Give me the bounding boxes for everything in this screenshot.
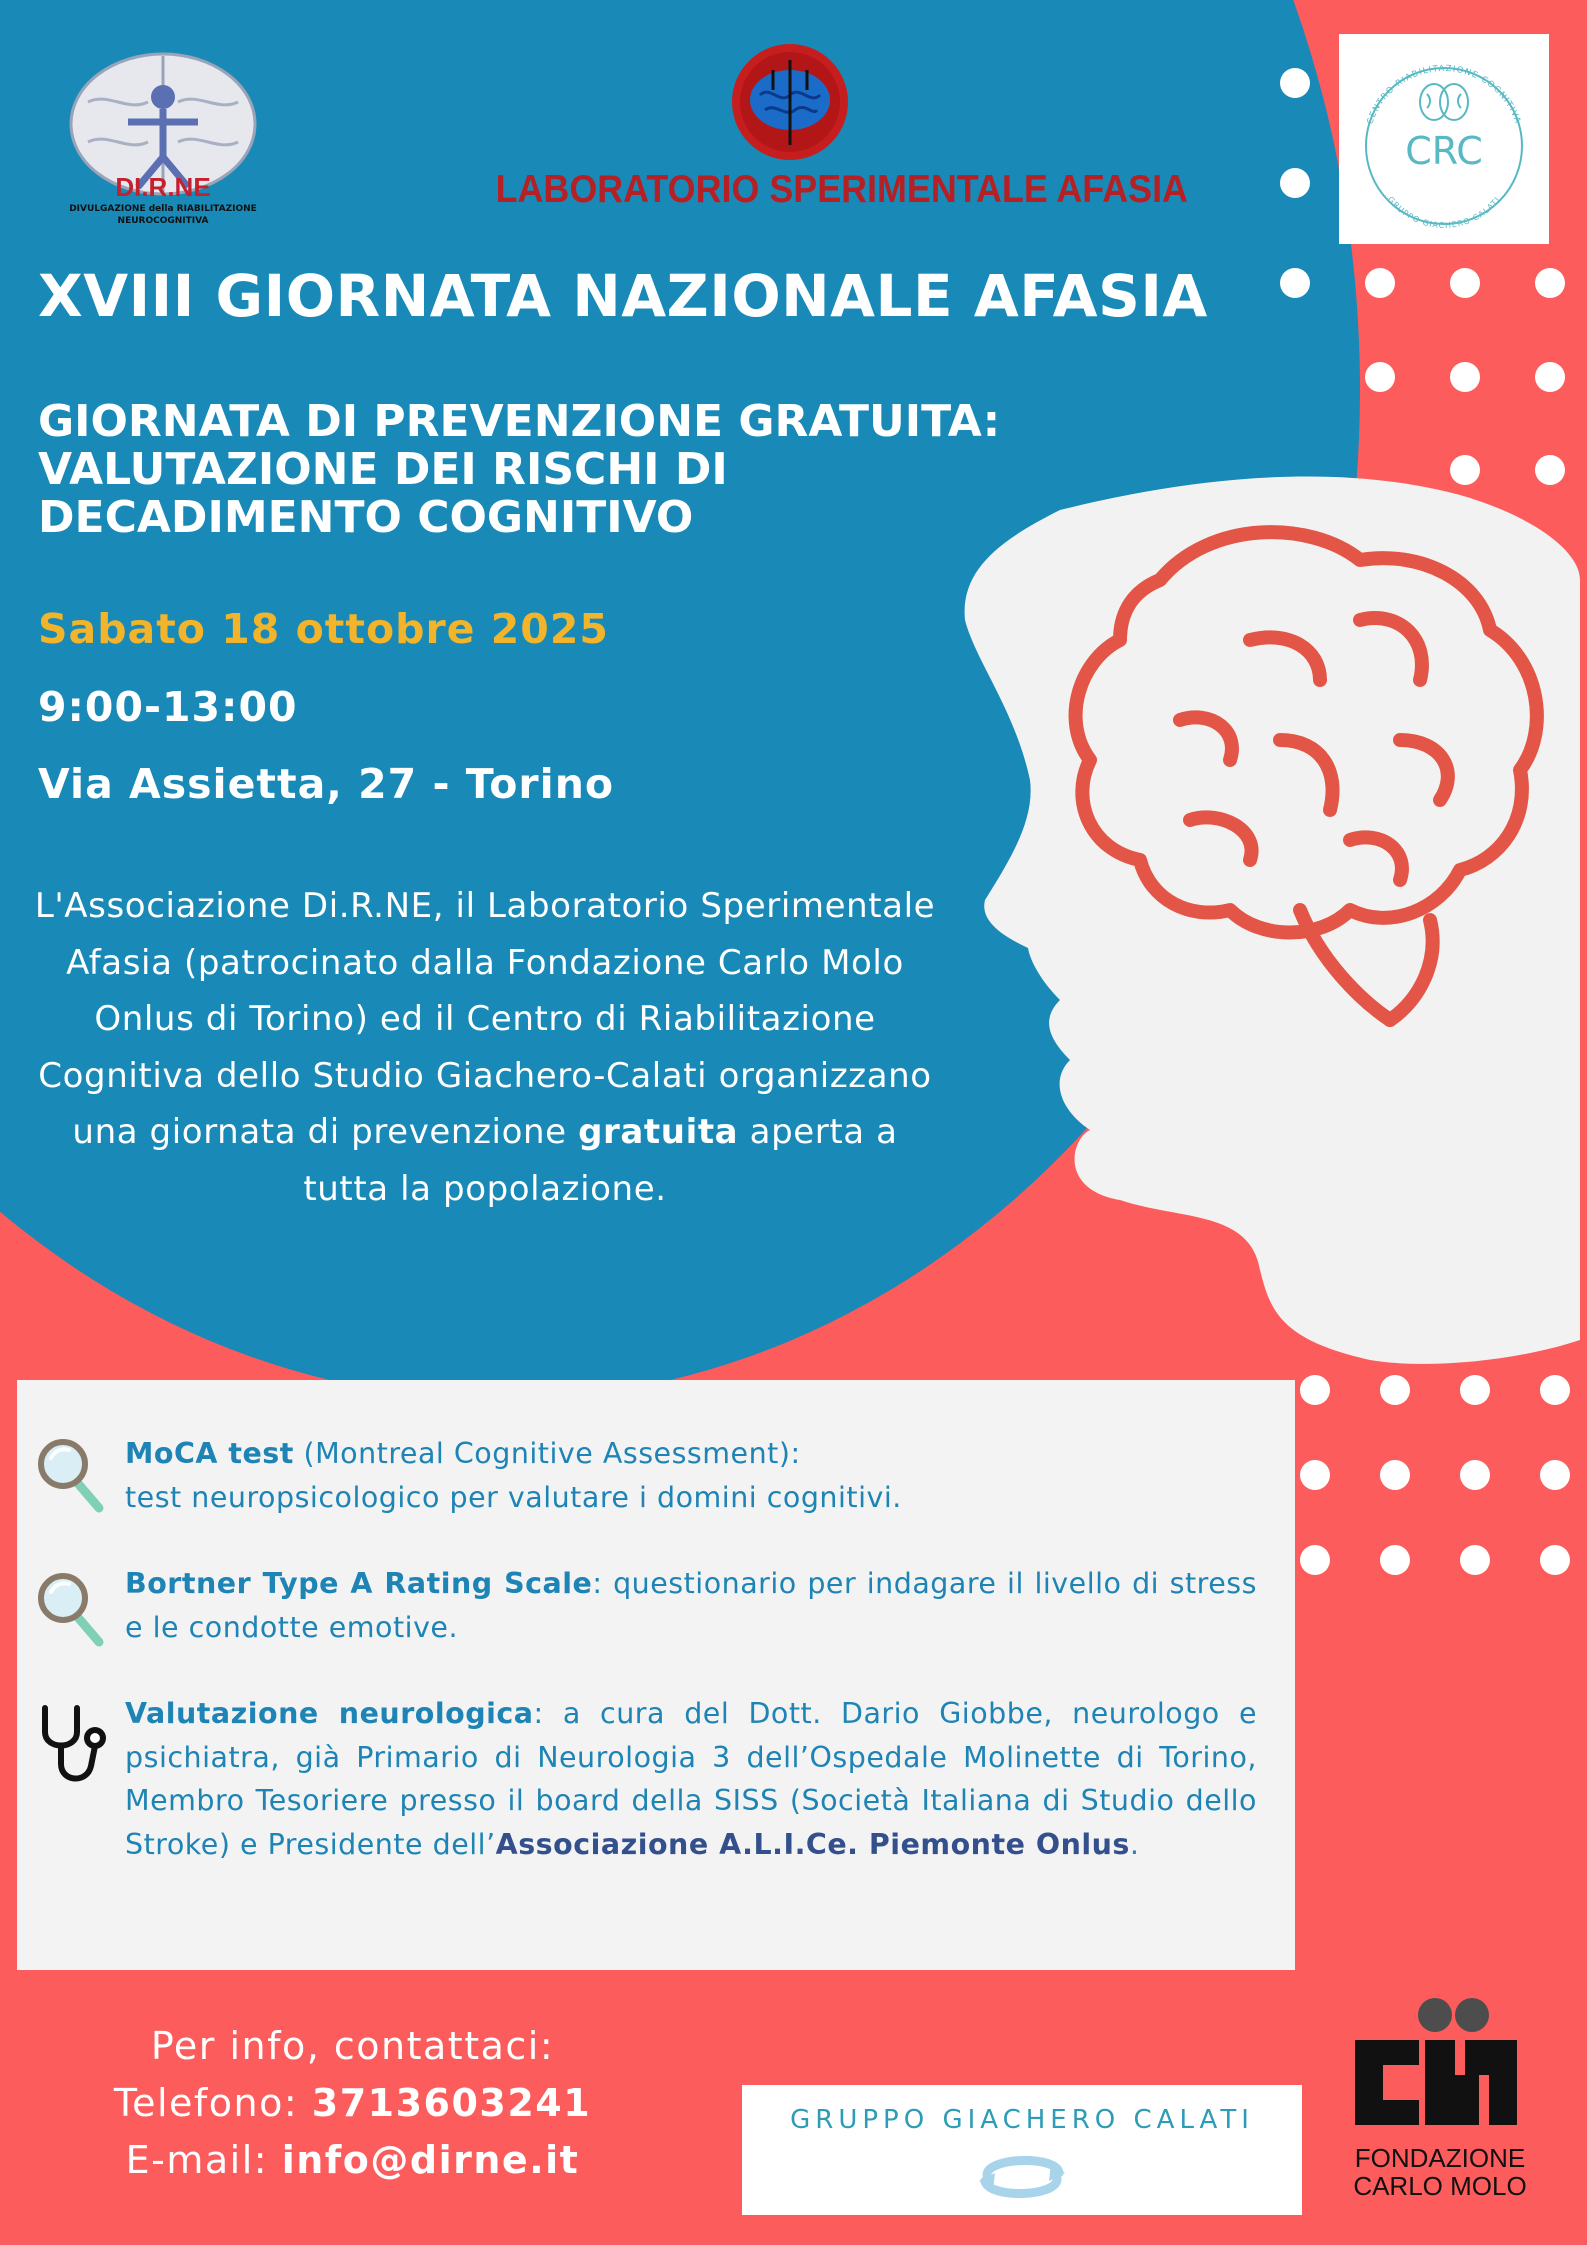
phone-label: Telefono: (113, 2081, 312, 2125)
intro-text-end: aperta a tutta la popolazione. (303, 1112, 898, 1209)
crc-ring-text: CENTRO RIABILITAZIONE COGNITIVA (1365, 63, 1523, 126)
carlo-molo-logo (1345, 1995, 1535, 2210)
service-text: : questionario per indagare il livello di stress e le condotte emotive. (125, 1567, 1258, 1644)
magnifier-icon (37, 1436, 107, 1516)
phone-number[interactable]: 3713603241 (311, 2081, 592, 2125)
contact-phone-row (80, 2075, 625, 2132)
dirne-logo-tagline: DIVULGAZIONE della RIABILITAZIONE (69, 204, 257, 214)
service-item-bortner (125, 1562, 1257, 1649)
lab-logo-name: LABORATORIO SPERIMENTALE AFASIA (495, 168, 1188, 211)
service-text: (Montreal Cognitive Assessment): (293, 1437, 801, 1470)
service-item-neuro (125, 1692, 1257, 1866)
contact-block (80, 2018, 625, 2189)
crc-monogram: CRC (1405, 129, 1483, 173)
dirne-logo-name: DI.R.NE (115, 172, 211, 202)
brain-icon (725, 40, 855, 165)
service-title: Bortner Type A Rating Scale (125, 1567, 593, 1600)
service-item-moca (125, 1432, 1257, 1519)
main-title: XVIII GIORNATA NAZIONALE AFASIA (38, 262, 1208, 330)
service-text: : a cura del Dott. Dario Giobbe, neurologo e psichiatra, già Primario di Neurologia 3 dell’Ospedale Molinette di Torino, Membro Tesoriere presso il board della SISS (Società Italiana di Studio dello Stroke) e Presidente dell’ (125, 1697, 1258, 1861)
crc-logo (1339, 34, 1549, 244)
carlo-molo-line2: CARLO MOLO (1353, 2171, 1527, 2201)
cm-monogram-icon (1347, 1995, 1527, 2145)
service-text-end: . (1129, 1827, 1140, 1861)
event-date: Sabato 18 ottobre 2025 (38, 605, 609, 653)
crc-ring-bottom-text: GRUPPO GIACHERO CALATI (1385, 194, 1503, 231)
intro-text: L'Associazione Di.R.NE, il Laboratorio Sperimentale Afasia (patrocinato dalla Fondazione Carlo Molo Onlus di Torino) ed il Centro di Riabilitazione Cognitiva dello Studio Giachero-Calati organizzano una giornata di prevenzione (34, 886, 936, 1152)
event-time: 9:00-13:00 (38, 683, 298, 731)
subtitle-line: GIORNATA DI PREVENZIONE GRATUITA: (38, 396, 1001, 447)
service-title: Valutazione neurologica (125, 1697, 534, 1730)
cycle-arrows-icon (967, 2147, 1077, 2205)
dirne-logo-tagline-2: NEUROCOGNITIVA (117, 216, 209, 226)
giachero-logo-name: GRUPPO GIACHERO CALATI (790, 2105, 1254, 2135)
stethoscope-icon (35, 1702, 115, 1792)
lab-logo (470, 40, 1188, 220)
services-box (17, 1380, 1295, 1970)
contact-email-row (80, 2132, 625, 2189)
subtitle-line: VALUTAZIONE DEI RISCHI DI (38, 444, 728, 495)
association-name: Associazione A.L.I.Ce. Piemonte Onlus (495, 1827, 1130, 1861)
giachero-calati-logo (742, 2085, 1302, 2215)
email-address[interactable]: info@dirne.it (281, 2138, 580, 2182)
subtitle-line: DECADIMENTO COGNITIVO (38, 492, 694, 543)
head-brain-illustration (960, 440, 1580, 1380)
carlo-molo-line1: FONDAZIONE (1354, 2143, 1526, 2173)
svg-text:GRUPPO GIACHERO CALATI (1386, 195, 1502, 230)
subtitle (38, 398, 1178, 542)
service-title: MoCA test (125, 1437, 294, 1470)
svg-text:CENTRO RIABILITAZIONE COGNITIV (1365, 64, 1522, 126)
magnifier-icon (37, 1570, 107, 1650)
contact-heading: Per info, contattaci: (150, 2024, 555, 2068)
email-label: E-mail: (125, 2138, 282, 2182)
brain-icon (1420, 84, 1468, 120)
event-place: Via Assietta, 27 - Torino (38, 760, 615, 808)
intro-highlight: gratuita (578, 1112, 739, 1152)
dirne-logo (68, 52, 258, 237)
service-text: test neuropsicologico per valutare i domini cognitivi. (125, 1480, 902, 1514)
intro-paragraph (30, 878, 940, 1217)
